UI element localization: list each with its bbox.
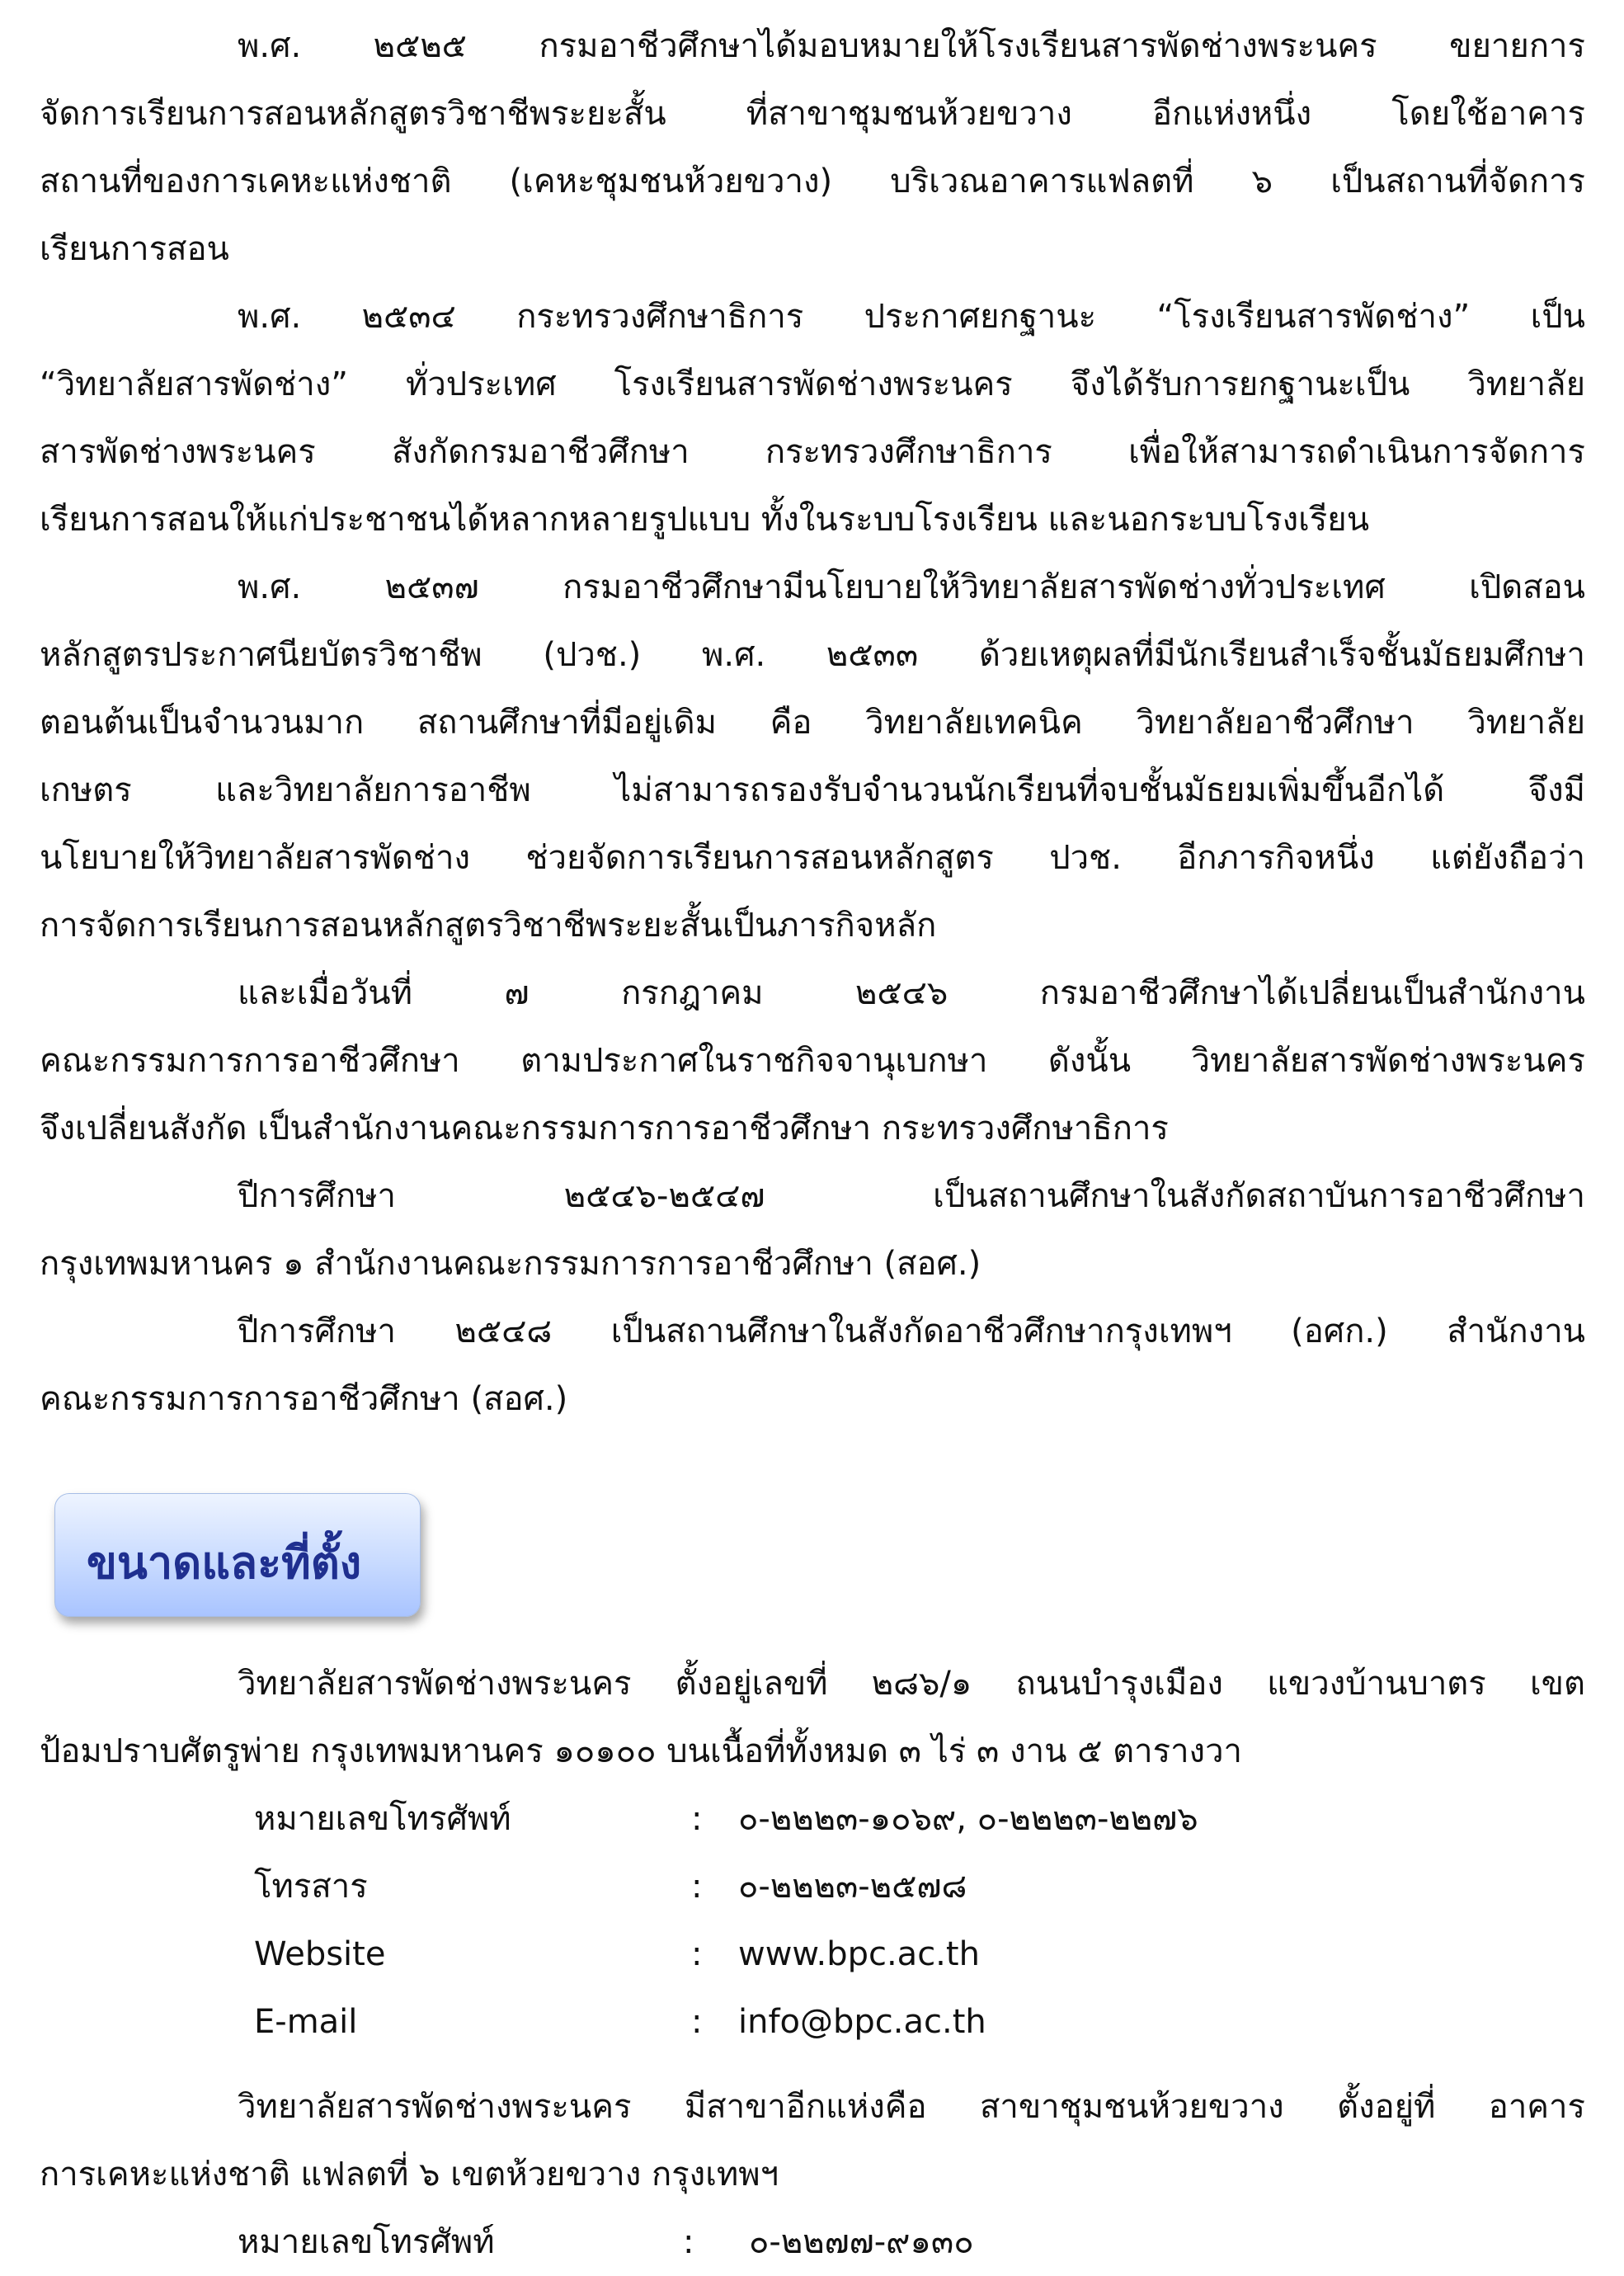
paragraph-line: สารพัดช่างพระนคร สังกัดกรมอาชีวศึกษา กระทรวงศึกษาธิการ เพื่อให้สามารถดำเนินการจัดการ (40, 433, 1585, 471)
paragraph-line: เรียนการสอนให้แก่ประชาชนได้หลากหลายรูปแบบ ทั้งในระบบโรงเรียน และนอกระบบโรงเรียน (40, 501, 1370, 539)
paragraph-line: วิทยาลัยสารพัดช่างพระนคร ตั้งอยู่เลขที่ ๒๘๖/๑ ถนนบำรุงเมือง แขวงบ้านบาตร เขต (238, 1665, 1585, 1703)
paragraph-line: พ.ศ. ๒๕๓๔ กระทรวงศึกษาธิการ ประกาศยกฐานะ “โรงเรียนสารพัดช่าง” เป็น (238, 298, 1585, 336)
contact-row-fax (254, 1853, 1574, 1920)
contact-label: หมายเลขโทรศัพท์ (238, 2223, 495, 2261)
history-paragraph-6 (40, 1298, 1585, 1433)
paragraph-line: คณะกรรมการการอาชีวศึกษา ตามประกาศในราชกิจจานุเบกษา ดังนั้น วิทยาลัยสารพัดช่างพระนคร (40, 1042, 1585, 1080)
contact-label: Website (254, 1935, 386, 1973)
paragraph-line: นโยบายให้วิทยาลัยสารพัดช่าง ช่วยจัดการเรียนการสอนหลักสูตร ปวช. อีกภารกิจหนึ่ง แต่ยังถือว่า (40, 839, 1585, 877)
contact-value: ๐-๒๒๗๗-๙๑๓๐ (749, 2223, 974, 2261)
contact-colon: : (683, 2223, 694, 2261)
paragraph-line: จัดการเรียนการสอนหลักสูตรวิชาชีพระยะสั้น ที่สาขาชุมชนห้วยขวาง อีกแห่งหนึ่ง โดยใช้อาคาร (40, 95, 1585, 133)
contact-row-phone (254, 1785, 1574, 1853)
paragraph-line: กรุงเทพมหานคร ๑ สำนักงานคณะกรรมการการอาชีวศึกษา (สอศ.) (40, 1245, 981, 1283)
paragraph-line: สถานที่ของการเคหะแห่งชาติ (เคหะชุมชนห้วยขวาง) บริเวณอาคารแฟลตที่ ๖ เป็นสถานที่จัดการ (40, 163, 1585, 200)
paragraph-line: หลักสูตรประกาศนียบัตรวิชาชีพ (ปวช.) พ.ศ. ๒๕๓๓ ด้วยเหตุผลที่มีนักเรียนสำเร็จชั้นมัธยมศึกษา (40, 636, 1585, 674)
paragraph-line: การจัดการเรียนการสอนหลักสูตรวิชาชีพระยะสั้นเป็นภารกิจหลัก (40, 907, 937, 945)
section-heading-box (54, 1493, 421, 1617)
paragraph-line: พ.ศ. ๒๕๓๗ กรมอาชีวศึกษามีนโยบายให้วิทยาลัยสารพัดช่างทั่วประเทศ เปิดสอน (238, 568, 1585, 606)
paragraph-line: ป้อมปราบศัตรูพ่าย กรุงเทพมหานคร ๑๐๑๐๐ บนเนื้อที่ทั้งหมด ๓ ไร่ ๓ งาน ๕ ตารางวา (40, 1732, 1242, 1770)
contact-row-website (254, 1920, 1574, 1988)
contact-colon: : (691, 2003, 703, 2041)
website-link[interactable]: www.bpc.ac.th (738, 1935, 980, 1973)
history-paragraph-4 (40, 959, 1585, 1162)
history-paragraph-2 (40, 283, 1585, 554)
contact-row-branch-phone (238, 2208, 1557, 2276)
paragraph-line: และเมื่อวันที่ ๗ กรกฎาคม ๒๕๔๖ กรมอาชีวศึกษาได้เปลี่ยนเป็นสำนักงาน (238, 974, 1585, 1012)
contact-row-email (254, 1988, 1574, 2056)
email-link[interactable]: info@bpc.ac.th (738, 2003, 986, 2041)
paragraph-line: ปีการศึกษา ๒๕๔๖-๒๕๔๗ เป็นสถานศึกษาในสังกัดสถาบันการอาชีวศึกษา (238, 1177, 1585, 1215)
contact-label: E-mail (254, 2003, 358, 2041)
paragraph-line: ปีการศึกษา ๒๕๔๘ เป็นสถานศึกษาในสังกัดอาชีวศึกษากรุงเทพฯ (อศก.) สำนักงาน (238, 1312, 1585, 1350)
contact-value: ๐-๒๒๒๓-๒๕๗๘ (738, 1868, 967, 1906)
paragraph-line: “วิทยาลัยสารพัดช่าง” ทั่วประเทศ โรงเรียนสารพัดช่างพระนคร จึงได้รับการยกฐานะเป็น วิทยาลัย (40, 365, 1585, 403)
location-paragraph (40, 1650, 1585, 1785)
section-heading: ขนาดและที่ตั้ง (87, 1537, 362, 1589)
paragraph-line: การเคหะแห่งชาติ แฟลตที่ ๖ เขตห้วยขวาง กรุงเทพฯ (40, 2156, 779, 2194)
contact-label: โทรสาร (254, 1868, 368, 1906)
paragraph-line: คณะกรรมการการอาชีวศึกษา (สอศ.) (40, 1380, 568, 1418)
contact-colon: : (691, 1935, 703, 1973)
paragraph-line: จึงเปลี่ยนสังกัด เป็นสำนักงานคณะกรรมการการอาชีวศึกษา กระทรวงศึกษาธิการ (40, 1110, 1169, 1147)
history-paragraph-3 (40, 554, 1585, 959)
branch-paragraph (40, 2073, 1585, 2208)
paragraph-line: เรียนการสอน (40, 230, 229, 268)
paragraph-line: เกษตร และวิทยาลัยการอาชีพ ไม่สามารถรองรับจำนวนนักเรียนที่จบชั้นมัธยมเพิ่มขึ้นอีกได้ จึงมี (40, 771, 1585, 809)
contact-label: หมายเลขโทรศัพท์ (254, 1800, 511, 1838)
paragraph-line: ตอนต้นเป็นจำนวนมาก สถานศึกษาที่มีอยู่เดิม คือ วิทยาลัยเทคนิค วิทยาลัยอาชีวศึกษา วิทยาลัย (40, 704, 1585, 742)
history-paragraph-1 (40, 12, 1585, 283)
history-paragraph-5 (40, 1162, 1585, 1298)
contact-colon: : (691, 1868, 703, 1906)
paragraph-line: วิทยาลัยสารพัดช่างพระนคร มีสาขาอีกแห่งคือ สาขาชุมชนห้วยขวาง ตั้งอยู่ที่ อาคาร (238, 2088, 1585, 2126)
contact-value: ๐-๒๒๒๓-๑๐๖๙, ๐-๒๒๒๓-๒๒๗๖ (738, 1800, 1198, 1838)
contact-colon: : (691, 1800, 703, 1838)
paragraph-line: พ.ศ. ๒๕๒๕ กรมอาชีวศึกษาได้มอบหมายให้โรงเรียนสารพัดช่างพระนคร ขยายการ (238, 27, 1585, 65)
